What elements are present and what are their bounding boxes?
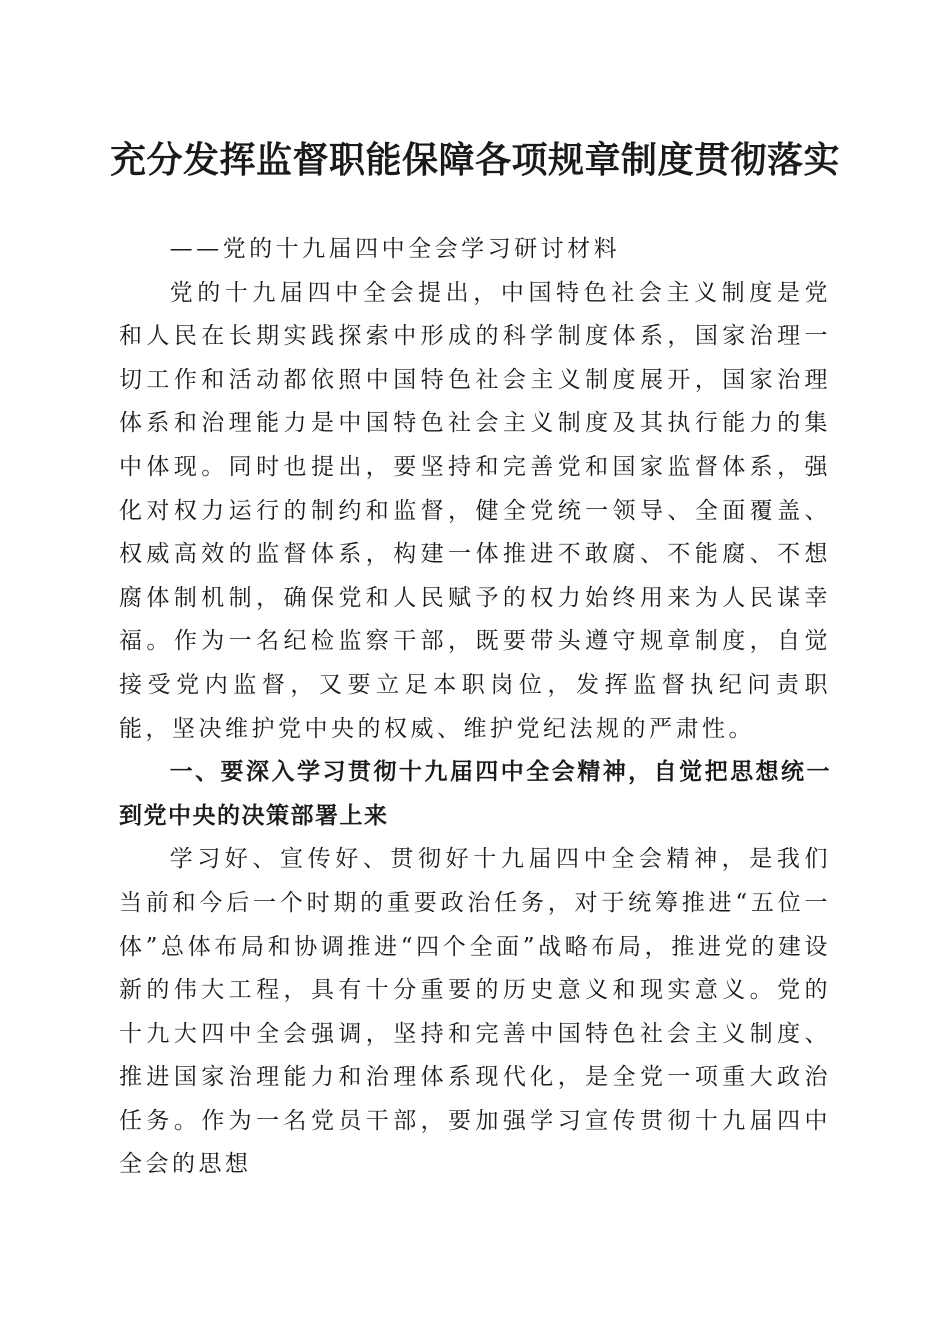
paragraph-section-1: 学习好、宣传好、贯彻好十九届四中全会精神，是我们当前和今后一个时期的重要政治任务，对于统筹推进“五位一体”总体布局和协调推进“四个全面”战略布局，推进党的建设新的伟大工程，具有十分重要的历史意义和现实意义。党的十九大四中全会强调，坚持和完善中国特色社会主义制度、推进国家治理能力和治理体系现代化，是全党一项重大政治任务。作为一名党员干部，要加强学习宣传贯彻十九届四中全会的思想 — [119, 846, 831, 1178]
paragraph-intro: 党的十九届四中全会提出，中国特色社会主义制度是党和人民在长期实践探索中形成的科学制度体系，国家治理一切工作和活动都依照中国特色社会主义制度展开，国家治理体系和治理能力是中国特色社会主义制度及其执行能力的集中体现。同时也提出，要坚持和完善党和国家监督体系，强化对权力运行的制约和监督，健全党统一领导、全面覆盖、权威高效的监督体系，构建一体推进不敢腐、不能腐、不想腐体制机制，确保党和人民赋予的权力始终用来为人民谋幸福。作为一名纪检监察干部，既要带头遵守规章制度，自觉接受党内监督，又要立足本职岗位，发挥监督执纪问责职能，坚决维护党中央的权威、维护党纪法规的严肃性。 — [119, 279, 831, 742]
document-title: 充分发挥监督职能保障各项规章制度贯彻落实 — [109, 139, 840, 181]
section-heading-1: 一、要深入学习贯彻十九届四中全会精神，自觉把思想统一到党中央的决策部署上来 — [119, 759, 831, 829]
document-body — [119, 228, 831, 1187]
document-subtitle: ——党的十九届四中全会学习研讨材料 — [169, 236, 621, 262]
